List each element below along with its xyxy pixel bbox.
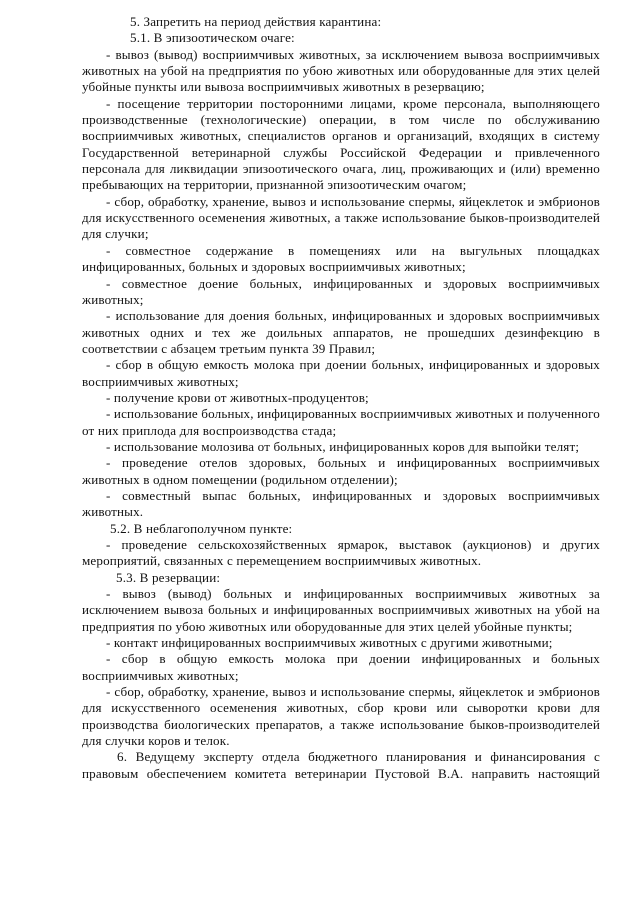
restriction-paragraph: - совместное содержание в помещениях или на выгульных площадках инфицированных, больных и здоровых восприимчивых животных; bbox=[82, 242, 600, 275]
restriction-paragraph: - использование молозива от больных, инфицированных коров для выпойки телят; bbox=[106, 438, 580, 454]
document-page bbox=[82, 14, 600, 782]
item-5-3-heading: 5.3. В резервации: bbox=[116, 569, 221, 585]
restriction-paragraph: - совместный выпас больных, инфицированных и здоровых восприимчивых животных. bbox=[82, 487, 600, 520]
restriction-paragraph: - сбор в общую емкость молока при доении больных, инфицированных и здоровых восприимчивых животных; bbox=[82, 357, 600, 389]
item-5-1-heading: 5.1. В эпизоотическом очаге: bbox=[130, 30, 295, 46]
restriction-paragraph: - вывоз (вывод) восприимчивых животных, за исключением вывоза восприимчивых животных на убой на предприятия по убою животных или оборудованные для этих целей убойные пункты или вывоза восприимчивых животных в резервацию; bbox=[82, 46, 600, 95]
item-5-2-heading: 5.2. В неблагополучном пункте: bbox=[110, 520, 293, 536]
restriction-paragraph: - сбор, обработку, хранение, вывоз и использование спермы, яйцеклеток и эмбрионов для искусственного осеменения животных, сбор крови или сыворотки крови для производства биологических препаратов, а также использование быков-производителей для случки коров и телок. bbox=[82, 684, 600, 749]
restriction-paragraph: - сбор, обработку, хранение, вывоз и использование спермы, яйцеклеток и эмбрионов для искусственного осеменения животных, а также использование быков-производителей для случки; bbox=[82, 193, 600, 242]
restriction-paragraph: - совместное доение больных, инфицированных и здоровых восприимчивых животных; bbox=[82, 275, 600, 307]
restriction-paragraph: - посещение территории посторонними лицами, кроме персонала, выполняющего производственные (технологические) операции, в том числе по обслуживанию восприимчивых животных, специалистов органов и организаций, входящих в систему Государственной ветеринарной службы Российской Федерации и привлеченного персонала для ликвидации эпизоотического очага, лиц, проживающих и (или) временно пребывающих на территории, признанной эпизоотическим очагом; bbox=[82, 95, 600, 193]
restriction-paragraph: - проведение отелов здоровых, больных и инфицированных восприимчивых животных в одном помещении (родильном отделении); bbox=[82, 455, 600, 487]
restriction-paragraph: - контакт инфицированных восприимчивых животных с другими животными; bbox=[106, 635, 553, 651]
item-5-heading: 5. Запретить на период действия карантина: bbox=[130, 14, 382, 29]
restriction-paragraph: - использование для доения больных, инфицированных и здоровых восприимчивых животных одних и тех же доильных аппаратов, не прошедших дезинфекцию в соответствии с абзацем третьим пункта 39 Правил; bbox=[82, 308, 600, 356]
restriction-paragraph: - проведение сельскохозяйственных ярмарок, выставок (аукционов) и других мероприятий, связанных с перемещением восприимчивых животных. bbox=[82, 537, 600, 569]
restriction-paragraph: - использование больных, инфицированных восприимчивых животных и полученного от них приплода для воспроизводства стада; bbox=[82, 406, 600, 438]
restriction-paragraph: - сбор в общую емкость молока при доении инфицированных и больных восприимчивых животных; bbox=[82, 651, 600, 683]
restriction-paragraph: - вывоз (вывод) больных и инфицированных восприимчивых животных за исключением вывоза больных и инфицированных восприимчивых животных на убой на предприятия по убою животных или оборудованные для этих целей убойные пункты; bbox=[82, 586, 600, 634]
item-6-paragraph: 6. Ведущему эксперту отдела бюджетного планирования и финансирования с правовым обеспечением комитета ветеринарии Пустовой В.А. направить настоящий bbox=[82, 749, 600, 781]
restriction-paragraph: - получение крови от животных-продуцентов; bbox=[106, 389, 369, 405]
